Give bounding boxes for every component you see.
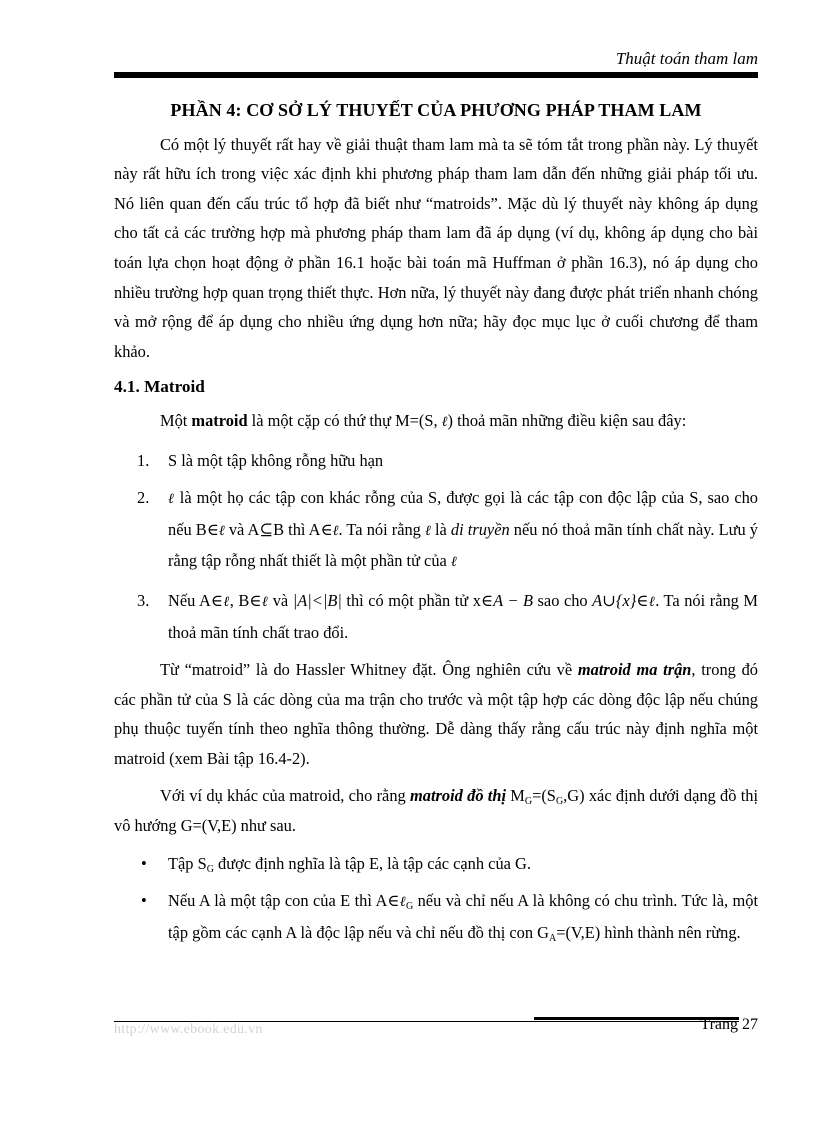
bullet-item-1: • Tập $S_G$ được định nghĩa là tập E, là tập các cạnh của G. (114, 849, 758, 879)
footer-url: http://www.ebook.edu.vn (114, 1022, 263, 1037)
term-matroid: matroid (191, 410, 248, 430)
bullet-icon: • (141, 891, 147, 911)
part-title: PHẦN 4: CƠ SỞ LÝ THUYẾT CỦA PHƯƠNG PHÁP THAM LAM (170, 100, 702, 120)
matroid-definition: Một matroid là một cặp có thứ thự M=(S, ℓ) thoả mãn những điều kiện sau đây: (160, 410, 687, 430)
term-matroid-ma-tran: matroid ma trận (577, 660, 692, 680)
condition-item-3: 3. Nếu A∈ℓ, B∈ℓ và |A|<|B| thì có một phần tử x∈A − B sao cho A∪{x}∈ℓ. Ta nói rằng M thoả mãn tính chất trao đổi. (137, 590, 758, 642)
term-matroid-do-thi: matroid đồ thị (410, 786, 507, 806)
condition-item-2: 2. ℓ là một họ các tập con khác rỗng của S, được gọi là các tập con độc lập của S, sao cho nếu B∈ℓ và A⊆B thì A∈ℓ. Ta nói rằng ℓ là di truyền nếu nó thoả mãn tính chất này. Lưu ý rằng tập rỗng nhất thiết là một phần tử của ℓ (137, 488, 758, 571)
header-title: Thuật toán tham lam (615, 49, 758, 68)
whitney-paragraph: Từ “matroid” là do Hassler Whitney đặt. Ông nghiên cứu về matroid ma trận, trong đó các phần tử của S là các dòng của ma trận cho trước và một tập hợp các dòng độc lập nếu chúng phụ thuộc tuyến tính theo nghĩa thông thường. Dễ dàng thấy rằng cấu trúc này định nghĩa một matroid (xem Bài tập 16.4-2). (114, 660, 758, 768)
page-number: Trang 27 (700, 1016, 758, 1033)
bullet-icon: • (141, 853, 147, 873)
header-rule (114, 72, 758, 78)
term-di-truyen: di truyền (450, 519, 510, 539)
bullet-item-2: • Nếu A là một tập con của E thì A∈ℓ$_G$ nếu và chỉ nếu A là không có chu trình. Tức là, một tập gồm các cạnh A là độc lập nếu và chỉ nếu đồ thị con $G_A=(V,E)$ hình thành nên rừng. (114, 886, 758, 947)
section-title: 4.1. Matroid (114, 377, 205, 397)
condition-item-1: 1. S là một tập không rỗng hữu hạn (137, 450, 384, 470)
page-content (114, 96, 758, 947)
intro-paragraph: Có một lý thuyết rất hay về giải thuật tham lam mà ta sẽ tóm tắt trong phần này. Lý thuyết này rất hữu ích trong việc xác định khi phương pháp tham lam dẫn đến những giải pháp tối ưu. Nó liên quan đến cấu trúc tổ hợp đã biết như “matroids”. Mặc dù lý thuyết này không áp dụng cho tất cả các trường hợp mà phương pháp tham lam đã áp dụng (ví dụ, không áp dụng cho bài toán lựa chọn hoạt động ở phần 16.1 hoặc bài toán mã Huffman ở phần 16.3), nó áp dụng cho nhiều trường hợp quan trọng thiết thực. Hơn nữa, lý thuyết này đang được phát triển nhanh chóng và mở rộng để áp dụng cho nhiều ứng dụng hơn nữa; hãy đọc mục lục ở cuối chương để tham khảo. (114, 134, 758, 361)
graph-matroid-paragraph: Với ví dụ khác của matroid, cho rằng matroid đồ thị $M_G=(S_G,G)$ xác định dưới dạng đồ thị vô hướng G=(V,E) như sau. (114, 786, 758, 836)
